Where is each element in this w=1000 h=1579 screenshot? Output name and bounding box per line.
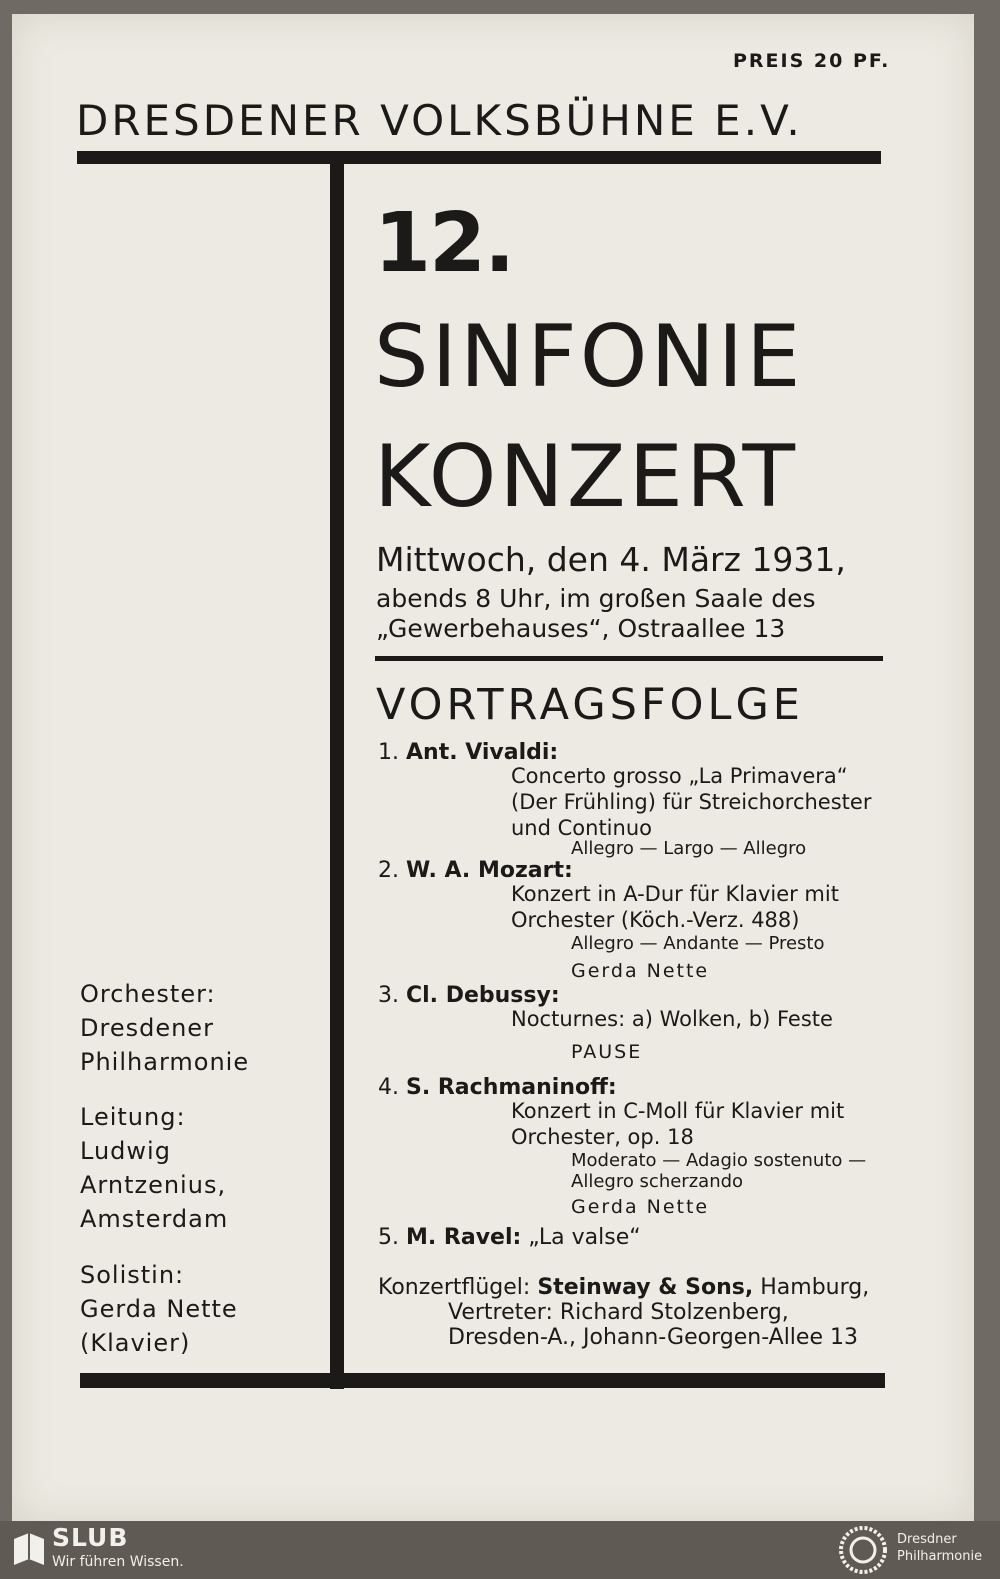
philharmonie-logo-icon bbox=[838, 1525, 888, 1575]
title-sinfonie: SINFONIE bbox=[374, 307, 804, 407]
concert-number: 12. bbox=[374, 196, 514, 291]
conductor-name: Ludwig bbox=[80, 1137, 171, 1165]
work-line: (Der Frühling) für Streichorchester bbox=[511, 790, 872, 814]
partner-name-line-1: Dresdner bbox=[897, 1532, 957, 1547]
orchestra-name: Dresdener bbox=[80, 1014, 214, 1042]
item-number: 3. bbox=[378, 983, 399, 1008]
pause-label: PAUSE bbox=[571, 1041, 643, 1063]
program-item-2-title bbox=[378, 858, 573, 883]
soloist-instrument: (Klavier) bbox=[80, 1329, 191, 1357]
item-number: 2. bbox=[378, 858, 399, 883]
conductor-city: Amsterdam bbox=[80, 1205, 229, 1233]
item-soloist: Gerda Nette bbox=[571, 960, 710, 982]
partner-name-line-2: Philharmonie bbox=[897, 1549, 983, 1564]
piano-city: Hamburg, bbox=[760, 1275, 870, 1300]
program-item-1-title bbox=[378, 740, 558, 765]
program-item-3-title bbox=[378, 983, 560, 1008]
movements: Allegro scherzando bbox=[571, 1171, 744, 1192]
piano-line-3: Dresden-A., Johann-Georgen-Allee 13 bbox=[448, 1325, 858, 1350]
event-time: abends 8 Uhr, im großen Saale des bbox=[376, 584, 816, 613]
top-rule bbox=[77, 151, 881, 164]
piano-line-1 bbox=[378, 1275, 869, 1300]
movements: Moderato — Adagio sostenuto — bbox=[571, 1150, 867, 1171]
piano-brand: Steinway & Sons, bbox=[537, 1275, 754, 1300]
composer: W. A. Mozart: bbox=[406, 858, 573, 883]
work-line: Konzert in A-Dur für Klavier mit bbox=[511, 882, 839, 906]
partner-name bbox=[897, 1531, 982, 1565]
program-item-5-title bbox=[378, 1225, 641, 1250]
program-item-4-title bbox=[378, 1075, 617, 1100]
orchestra-label: Orchester: bbox=[80, 980, 216, 1008]
work-line: Concerto grosso „La Primavera“ bbox=[511, 764, 848, 788]
slub-logo-icon bbox=[12, 1531, 46, 1569]
orchestra-name: Philharmonie bbox=[80, 1048, 250, 1076]
date-divider bbox=[375, 656, 883, 661]
work-line: Nocturnes: a) Wolken, b) Feste bbox=[511, 1007, 833, 1031]
piano-line-2: Vertreter: Richard Stolzenberg, bbox=[448, 1300, 789, 1325]
composer: M. Ravel: bbox=[406, 1225, 522, 1250]
soloist-name: Gerda Nette bbox=[80, 1295, 238, 1323]
movements: Allegro — Largo — Allegro bbox=[571, 838, 807, 859]
slub-tagline: Wir führen Wissen. bbox=[52, 1554, 184, 1570]
conductor-label: Leitung: bbox=[80, 1103, 186, 1131]
price: PREIS 20 PF. bbox=[733, 50, 891, 72]
event-venue: „Gewerbehauses“, Ostraallee 13 bbox=[376, 614, 786, 643]
item-number: 4. bbox=[378, 1075, 399, 1100]
item-number: 5. bbox=[378, 1225, 399, 1250]
bottom-rule bbox=[80, 1373, 885, 1388]
event-date: Mittwoch, den 4. März 1931, bbox=[376, 540, 846, 579]
program-heading: VORTRAGSFOLGE bbox=[376, 680, 804, 730]
work-line: und Continuo bbox=[511, 816, 652, 840]
item-number: 1. bbox=[378, 740, 399, 765]
composer: Ant. Vivaldi: bbox=[406, 740, 559, 765]
footer-bar bbox=[0, 1521, 1000, 1579]
composer: Cl. Debussy: bbox=[406, 983, 560, 1008]
slub-name: SLUB bbox=[52, 1523, 129, 1552]
movements: Allegro — Andante — Presto bbox=[571, 933, 825, 954]
item-soloist: Gerda Nette bbox=[571, 1196, 710, 1218]
soloist-label: Solistin: bbox=[80, 1261, 185, 1289]
organization-title: DRESDENER VOLKSBÜHNE E.V. bbox=[76, 96, 803, 145]
work-line: „La valse“ bbox=[528, 1225, 641, 1250]
work-line: Orchester (Köch.-Verz. 488) bbox=[511, 908, 800, 932]
piano-label: Konzertflügel: bbox=[378, 1275, 531, 1300]
title-konzert: KONZERT bbox=[374, 427, 798, 527]
vertical-rule bbox=[330, 151, 344, 1389]
conductor-name: Arntzenius, bbox=[80, 1171, 227, 1199]
work-line: Konzert in C-Moll für Klavier mit bbox=[511, 1099, 845, 1123]
composer: S. Rachmaninoff: bbox=[406, 1075, 617, 1100]
work-line: Orchester, op. 18 bbox=[511, 1125, 694, 1149]
